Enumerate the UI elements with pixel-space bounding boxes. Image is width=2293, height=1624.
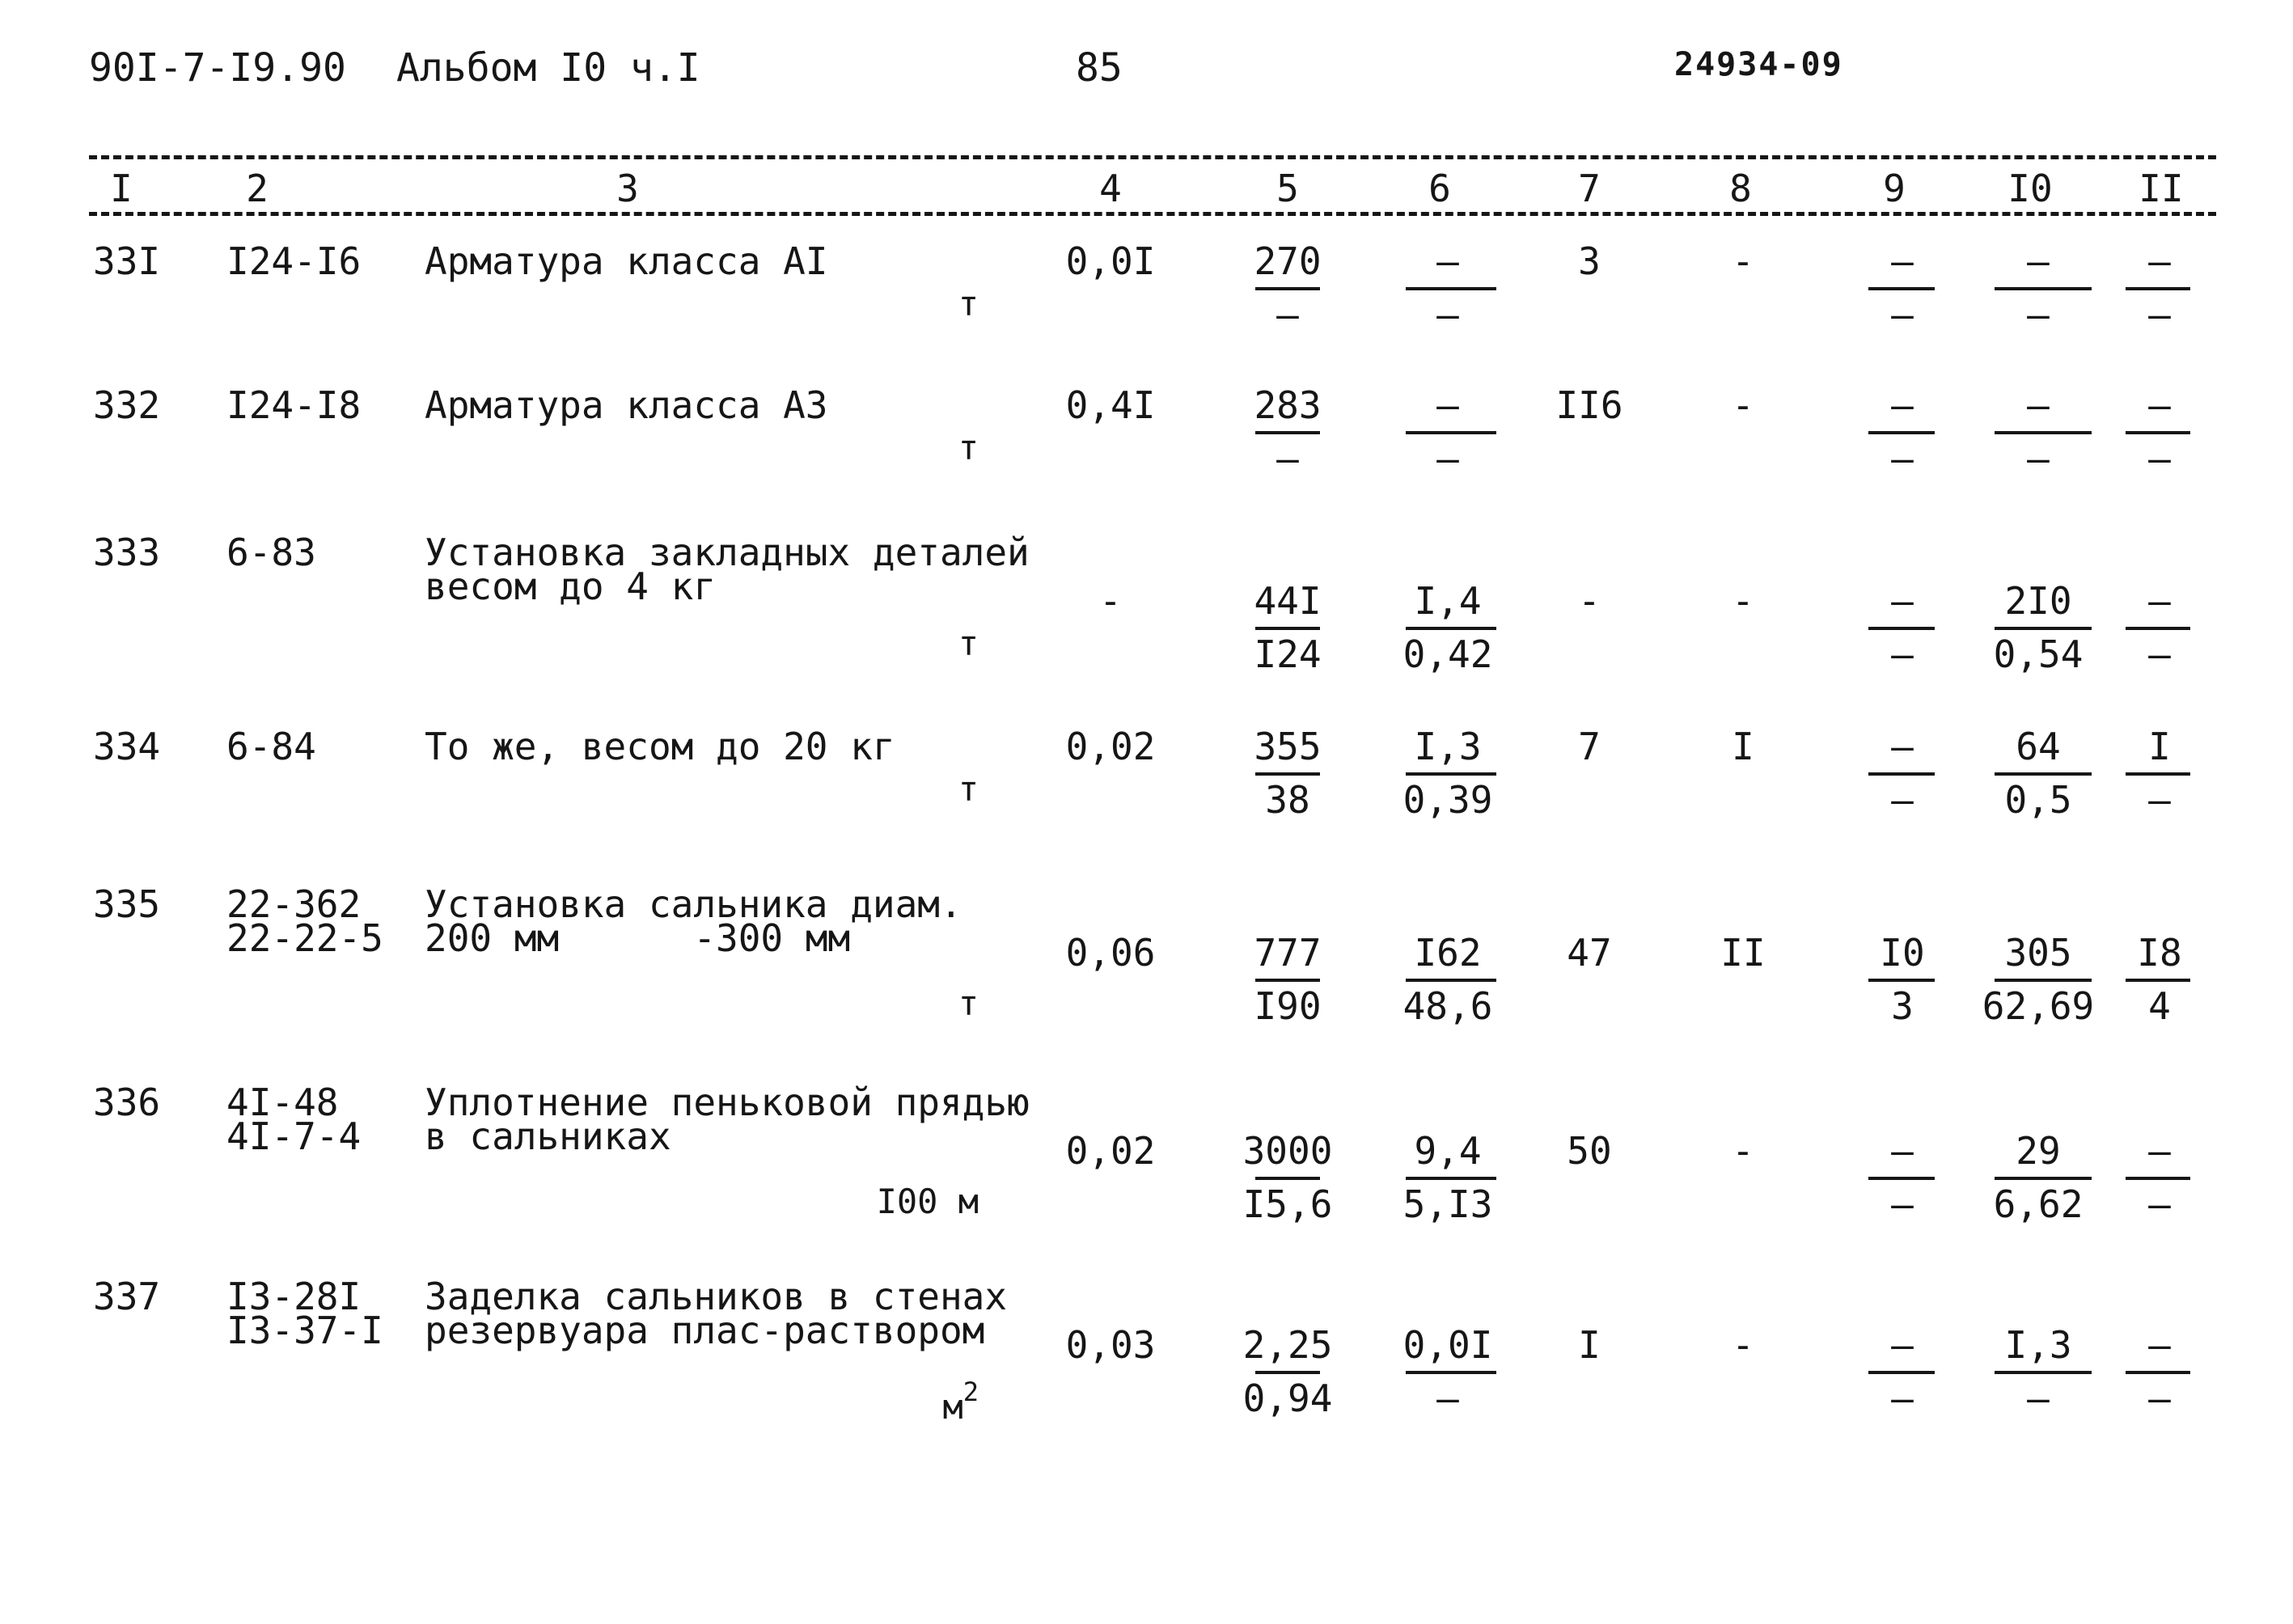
column-header-3: 3 — [616, 167, 639, 210]
fraction-bar — [1255, 979, 1320, 982]
fraction-bar — [1255, 431, 1320, 434]
fraction-denominator: 3 — [1891, 984, 1914, 1028]
fraction-denominator: 0,5 — [2004, 778, 2072, 822]
fraction-denominator: I90 — [1254, 984, 1322, 1028]
col-5-fraction — [1207, 579, 1369, 679]
fraction-denominator: – — [1436, 1377, 1459, 1420]
fraction-denominator: – — [2148, 778, 2171, 822]
fraction-denominator: – — [1891, 1377, 1914, 1420]
fraction-denominator: 48,6 — [1402, 984, 1493, 1028]
col-4-value: 0,0I — [1065, 239, 1156, 283]
fraction-bar — [1406, 772, 1496, 776]
fraction-denominator: – — [2027, 293, 2050, 336]
fraction-bar — [1406, 1177, 1496, 1180]
work-description: Установка закладных деталей — [425, 531, 1030, 574]
col-5-fraction — [1207, 383, 1369, 484]
column-header-6: 6 — [1428, 167, 1451, 210]
col-6-fraction — [1367, 239, 1529, 340]
fraction-numerator: I8 — [2137, 931, 2182, 975]
col-4-value: 0,03 — [1065, 1323, 1156, 1367]
col-7-value: 3 — [1578, 239, 1601, 283]
fraction-bar — [1995, 772, 2092, 776]
unit-of-measure: т — [958, 624, 979, 663]
fraction-numerator: – — [2148, 383, 2171, 427]
column-header-1: I — [110, 167, 133, 210]
col-6-fraction — [1367, 1129, 1529, 1229]
fraction-bar — [1868, 627, 1935, 630]
col-8-value: II — [1720, 931, 1766, 975]
fraction-bar — [1255, 287, 1320, 290]
column-header-7: 7 — [1578, 167, 1601, 210]
header-top-rule — [89, 155, 2216, 159]
fraction-numerator: 2,25 — [1242, 1323, 1333, 1367]
work-description: Арматура класса AI — [425, 239, 828, 283]
col-11-fraction — [2079, 1323, 2240, 1423]
unit-of-measure: т — [958, 428, 979, 467]
fraction-numerator: – — [2027, 383, 2050, 427]
norm-code: I3-37-I — [226, 1309, 383, 1352]
col-11-fraction — [2079, 579, 2240, 679]
unit-of-measure: т — [958, 983, 979, 1023]
col-7-value: II6 — [1555, 383, 1623, 427]
col-11-fraction — [2079, 239, 2240, 340]
fraction-numerator: I0 — [1880, 931, 1925, 975]
row-number: 334 — [93, 725, 161, 768]
unit-of-measure: I00 м — [876, 1182, 979, 1221]
col-5-fraction — [1207, 1129, 1369, 1229]
fraction-bar — [1406, 979, 1496, 982]
fraction-denominator: 0,54 — [1993, 632, 2084, 676]
unit-exponent: 2 — [962, 1377, 979, 1407]
fraction-denominator: 4 — [2148, 984, 2171, 1028]
fraction-numerator: – — [1891, 579, 1914, 623]
fraction-numerator: 29 — [2016, 1129, 2061, 1173]
row-number: 335 — [93, 882, 161, 926]
fraction-denominator: – — [2148, 1377, 2171, 1420]
fraction-numerator: – — [2148, 1129, 2171, 1173]
fraction-denominator: 0,42 — [1402, 632, 1493, 676]
fraction-numerator: – — [2148, 239, 2171, 283]
fraction-bar — [1255, 772, 1320, 776]
fraction-numerator: I,4 — [1414, 579, 1482, 623]
col-7-value: 50 — [1567, 1129, 1612, 1173]
col-6-fraction — [1367, 1323, 1529, 1423]
fraction-denominator: 5,I3 — [1402, 1182, 1493, 1226]
work-description: Уплотнение пеньковой прядью — [425, 1081, 1030, 1124]
fraction-denominator: 0,39 — [1402, 778, 1493, 822]
fraction-denominator: – — [2027, 1377, 2050, 1420]
work-description: То же, весом до 20 кг — [425, 725, 895, 768]
fraction-numerator: 64 — [2016, 725, 2061, 768]
fraction-denominator: – — [2148, 632, 2171, 676]
fraction-numerator: 355 — [1254, 725, 1322, 768]
fraction-numerator: I,3 — [1414, 725, 1482, 768]
norm-code: I24-I8 — [226, 383, 362, 427]
col-4-value: - — [1099, 579, 1122, 623]
work-description: Арматура класса A3 — [425, 383, 828, 427]
fraction-bar — [1868, 431, 1935, 434]
col-11-fraction — [2079, 383, 2240, 484]
norm-code: 4I-48 — [226, 1081, 339, 1124]
work-description: Заделка сальников в стенах — [425, 1275, 1008, 1318]
fraction-bar — [1406, 1371, 1496, 1374]
fraction-numerator: 0,0I — [1402, 1323, 1493, 1367]
fraction-numerator: I,3 — [2004, 1323, 2072, 1367]
fraction-numerator: 2I0 — [2004, 579, 2072, 623]
col-8-value: - — [1732, 383, 1754, 427]
fraction-numerator: – — [1891, 1323, 1914, 1367]
work-description: в сальниках — [425, 1114, 671, 1158]
fraction-bar — [1406, 287, 1496, 290]
fraction-bar — [2126, 287, 2190, 290]
col-8-value: - — [1732, 579, 1754, 623]
norm-code: 6-84 — [226, 725, 316, 768]
fraction-numerator: – — [2027, 239, 2050, 283]
page-number: 85 — [1076, 45, 1123, 91]
col-7-value: 47 — [1567, 931, 1612, 975]
fraction-numerator: – — [1891, 383, 1914, 427]
header-bottom-rule — [89, 212, 2216, 216]
column-header-10: I0 — [2007, 167, 2053, 210]
document-code: 90I-7-I9.90 — [89, 45, 346, 91]
col-4-value: 0,02 — [1065, 725, 1156, 768]
col-11-fraction — [2079, 1129, 2240, 1229]
work-description: Установка сальника диам. — [425, 882, 962, 926]
fraction-bar — [1995, 627, 2092, 630]
fraction-numerator: 283 — [1254, 383, 1322, 427]
col-5-fraction — [1207, 931, 1369, 1031]
fraction-denominator: 6,62 — [1993, 1182, 2084, 1226]
fraction-bar — [2126, 431, 2190, 434]
fraction-bar — [1255, 1177, 1320, 1180]
row-number: 333 — [93, 531, 161, 574]
fraction-numerator: 3000 — [1242, 1129, 1333, 1173]
col-11-fraction — [2079, 931, 2240, 1031]
work-description: резервуара плас-раствором — [425, 1309, 985, 1352]
fraction-denominator: – — [1891, 778, 1914, 822]
fraction-denominator: I24 — [1254, 632, 1322, 676]
fraction-bar — [1995, 1371, 2092, 1374]
column-header-11: II — [2139, 167, 2184, 210]
col-5-fraction — [1207, 239, 1369, 340]
col-4-value: 0,06 — [1065, 931, 1156, 975]
fraction-denominator: 0,94 — [1242, 1377, 1333, 1420]
column-header-8: 8 — [1729, 167, 1752, 210]
fraction-bar — [1255, 627, 1320, 630]
fraction-denominator: 38 — [1265, 778, 1310, 822]
work-description: 200 мм -300 мм — [425, 916, 851, 960]
fraction-bar — [1406, 431, 1496, 434]
fraction-numerator: – — [1436, 383, 1459, 427]
fraction-bar — [1406, 627, 1496, 630]
col-11-fraction — [2079, 725, 2240, 825]
fraction-numerator: – — [1891, 1129, 1914, 1173]
column-header-4: 4 — [1099, 167, 1122, 210]
album-label: Альбом I0 ч.I — [396, 45, 700, 91]
fraction-denominator: – — [2148, 437, 2171, 480]
col-8-value: - — [1732, 239, 1754, 283]
col-6-fraction — [1367, 725, 1529, 825]
norm-code: 6-83 — [226, 531, 316, 574]
fraction-bar — [2126, 627, 2190, 630]
col-8-value: - — [1732, 1129, 1754, 1173]
fraction-bar — [1868, 287, 1935, 290]
unit-of-measure: т — [958, 284, 979, 324]
fraction-bar — [1868, 1371, 1935, 1374]
row-number: 336 — [93, 1081, 161, 1124]
fraction-bar — [2126, 772, 2190, 776]
fraction-numerator: – — [2148, 579, 2171, 623]
work-description: весом до 4 кг — [425, 565, 717, 608]
column-header-2: 2 — [246, 167, 269, 210]
fraction-bar — [2126, 1371, 2190, 1374]
fraction-denominator: – — [2148, 293, 2171, 336]
col-5-fraction — [1207, 725, 1369, 825]
fraction-numerator: 270 — [1254, 239, 1322, 283]
unit-of-measure: т — [958, 769, 979, 809]
fraction-numerator: – — [1891, 725, 1914, 768]
fraction-numerator: I62 — [1414, 931, 1482, 975]
fraction-bar — [1995, 287, 2092, 290]
fraction-denominator: 62,69 — [1982, 984, 2095, 1028]
fraction-denominator: – — [2027, 437, 2050, 480]
archive-stamp: 24934-09 — [1674, 46, 1843, 83]
fraction-bar — [1995, 431, 2092, 434]
col-4-value: 0,02 — [1065, 1129, 1156, 1173]
fraction-denominator: – — [1276, 293, 1299, 336]
fraction-numerator: I — [2148, 725, 2171, 768]
fraction-bar — [2126, 1177, 2190, 1180]
fraction-denominator: I5,6 — [1242, 1182, 1333, 1226]
col-6-fraction — [1367, 383, 1529, 484]
fraction-bar — [2126, 979, 2190, 982]
fraction-denominator: – — [1276, 437, 1299, 480]
norm-code: 22-362 — [226, 882, 362, 926]
fraction-denominator: – — [1891, 437, 1914, 480]
fraction-denominator: – — [1891, 1182, 1914, 1226]
col-8-value: I — [1732, 725, 1754, 768]
norm-code: I3-28I — [226, 1275, 362, 1318]
fraction-denominator: – — [1436, 293, 1459, 336]
fraction-bar — [1995, 1177, 2092, 1180]
col-6-fraction — [1367, 931, 1529, 1031]
fraction-denominator: – — [2148, 1182, 2171, 1226]
fraction-numerator: 777 — [1254, 931, 1322, 975]
row-number: 337 — [93, 1275, 161, 1318]
column-header-5: 5 — [1276, 167, 1299, 210]
fraction-numerator: – — [1436, 239, 1459, 283]
fraction-numerator: 9,4 — [1414, 1129, 1482, 1173]
fraction-bar — [1868, 772, 1935, 776]
fraction-denominator: – — [1436, 437, 1459, 480]
fraction-numerator: – — [2148, 1323, 2171, 1367]
col-5-fraction — [1207, 1323, 1369, 1423]
fraction-denominator: – — [1891, 632, 1914, 676]
fraction-numerator: 44I — [1254, 579, 1322, 623]
fraction-bar — [1255, 1371, 1320, 1374]
norm-code: 4I-7-4 — [226, 1114, 362, 1158]
fraction-denominator: – — [1891, 293, 1914, 336]
fraction-numerator: – — [1891, 239, 1914, 283]
col-7-value: I — [1578, 1323, 1601, 1367]
column-header-9: 9 — [1883, 167, 1906, 210]
col-7-value: - — [1578, 579, 1601, 623]
col-7-value: 7 — [1578, 725, 1601, 768]
norm-code: I24-I6 — [226, 239, 362, 283]
fraction-numerator: 305 — [2004, 931, 2072, 975]
norm-code: 22-22-5 — [226, 916, 383, 960]
fraction-bar — [1868, 1177, 1935, 1180]
col-4-value: 0,4I — [1065, 383, 1156, 427]
fraction-bar — [1868, 979, 1935, 982]
row-number: 33I — [93, 239, 161, 283]
col-6-fraction — [1367, 579, 1529, 679]
fraction-bar — [1995, 979, 2092, 982]
col-8-value: - — [1732, 1323, 1754, 1367]
unit-of-measure: $м^2$ — [942, 1377, 979, 1427]
row-number: 332 — [93, 383, 161, 427]
